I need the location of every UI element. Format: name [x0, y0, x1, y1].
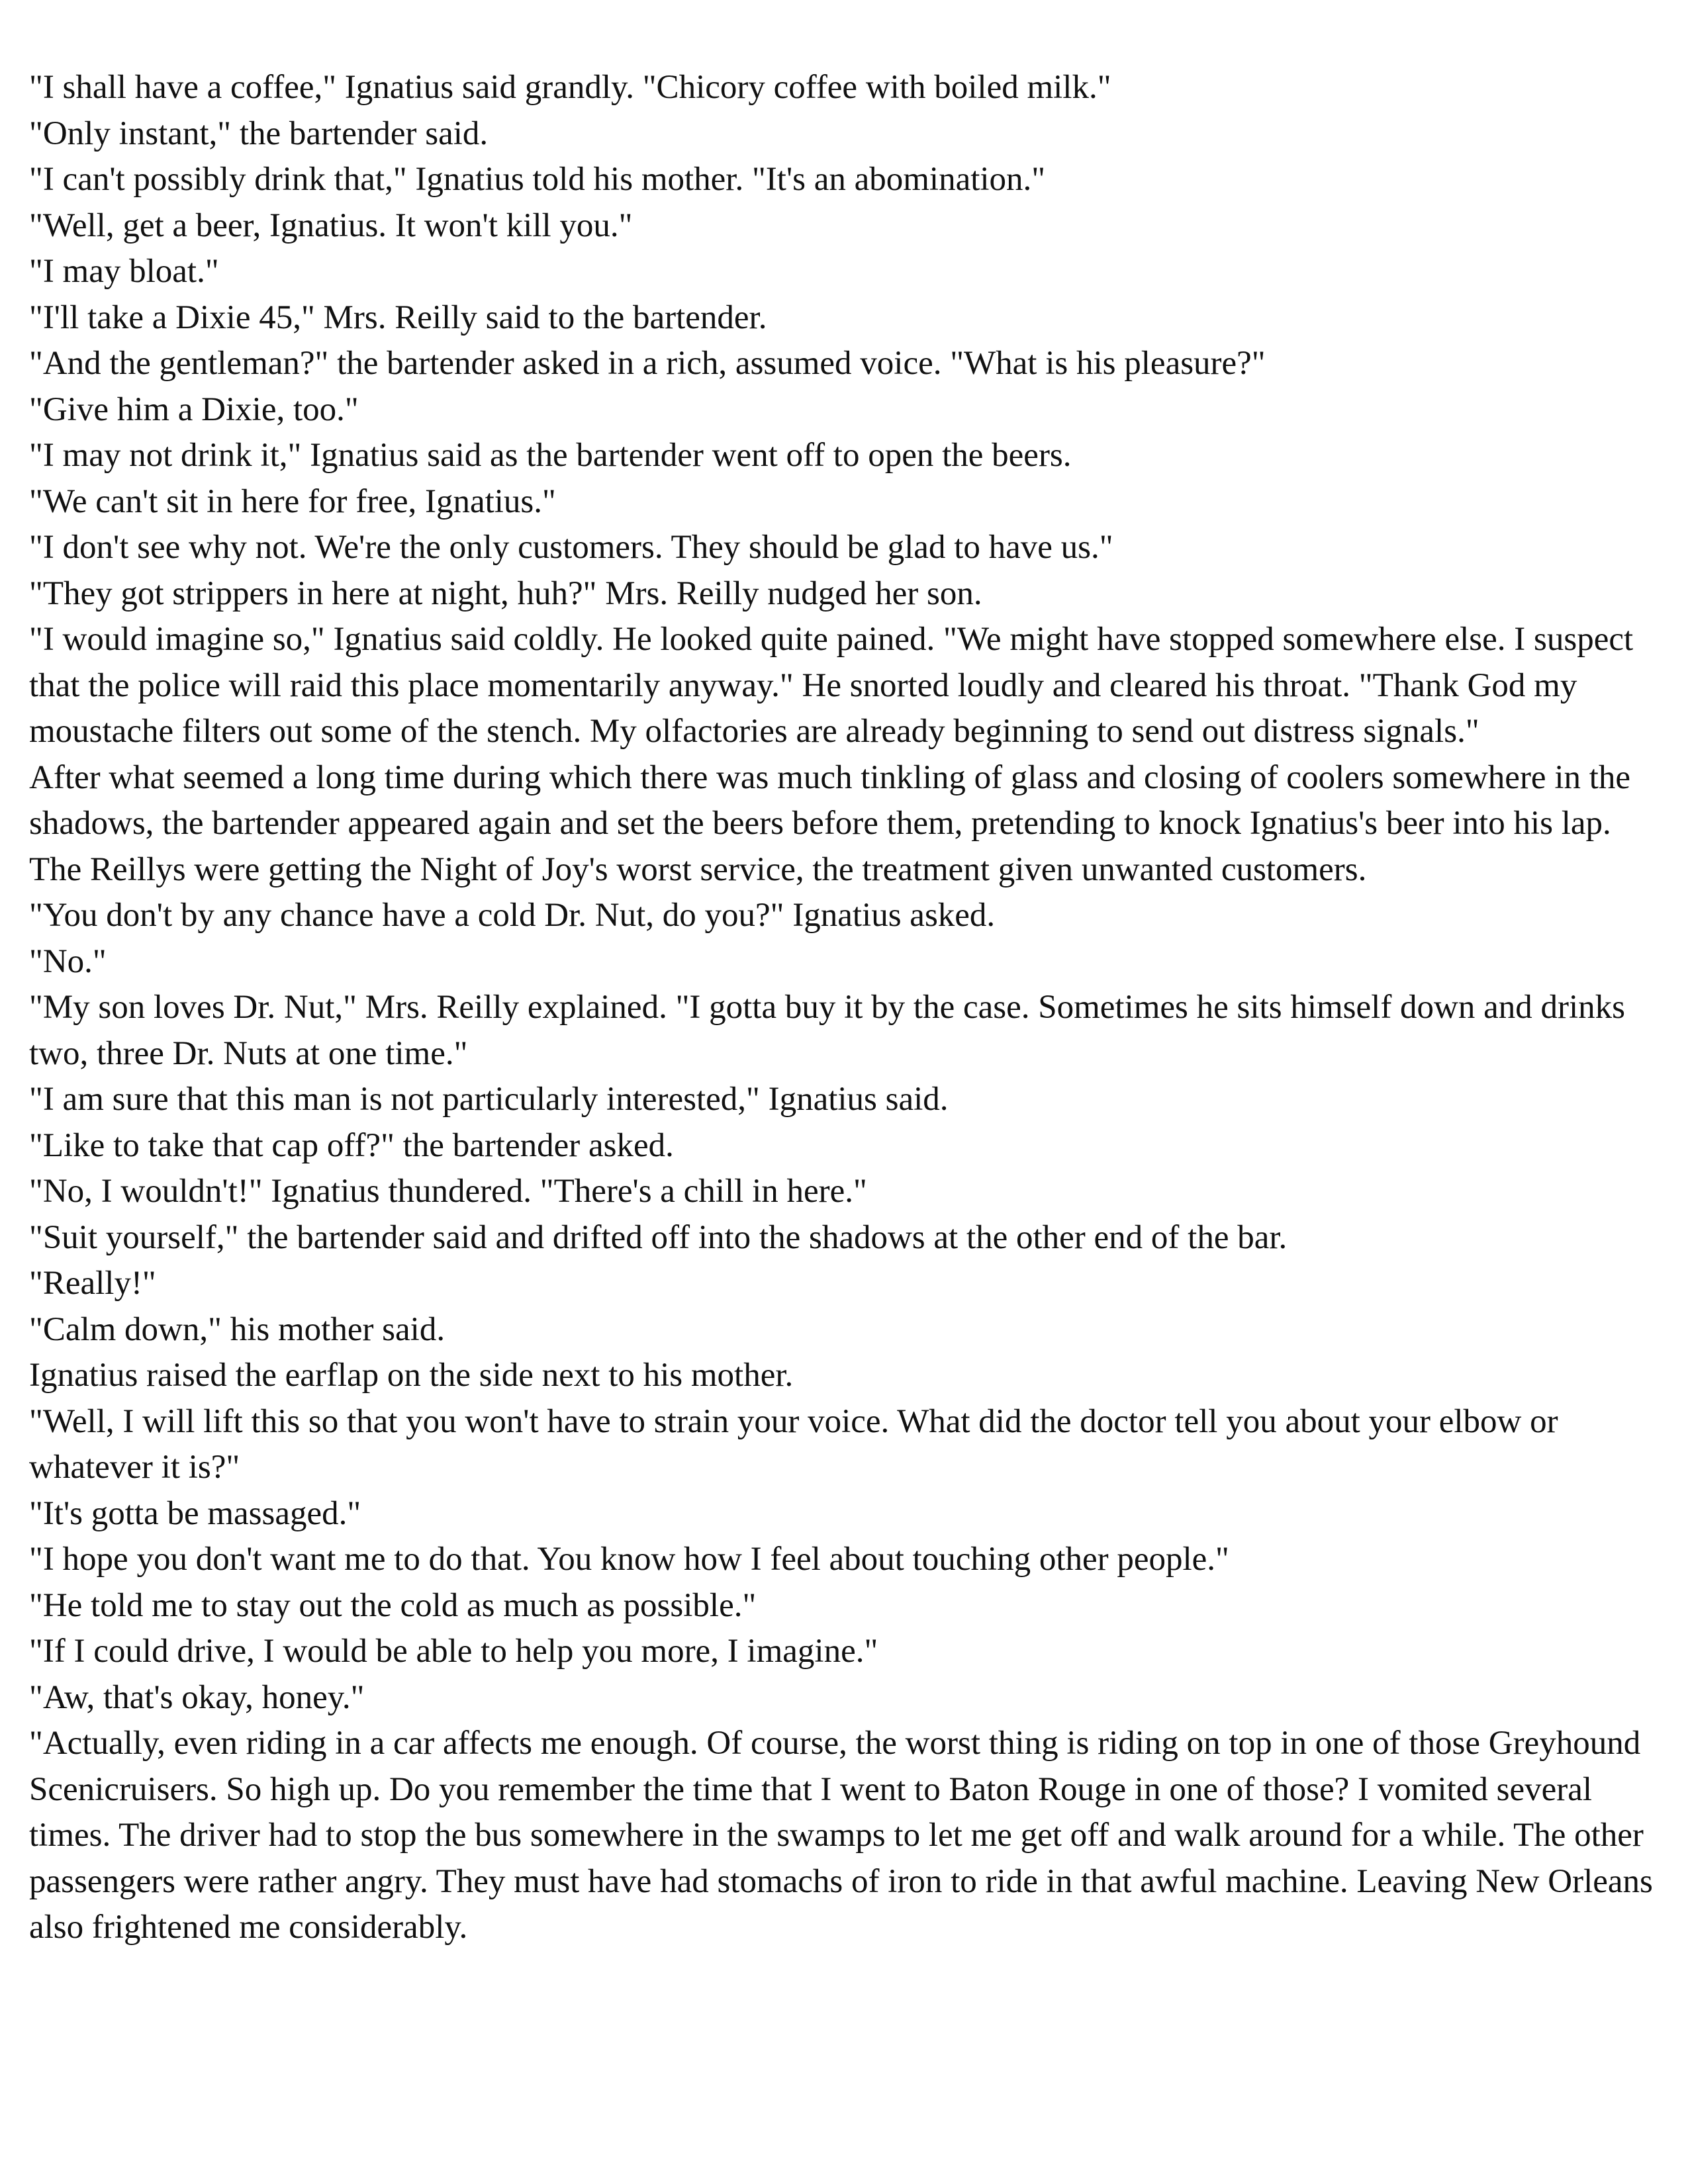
paragraph: "I would imagine so," Ignatius said coldly. He looked quite pained. "We might have stopped somewhere else. I suspect that the police will raid this place momentarily anyway." He snorted loudly and cleared his throat. "Thank God my moustache filters out some of the stench. My olfactories are already beginning to send out distress signals." [29, 621, 1634, 750]
paragraph: "I may bloat." [29, 253, 219, 290]
paragraph: "I shall have a coffee," Ignatius said grandly. "Chicory coffee with boiled milk." [29, 69, 1111, 106]
paragraph: "I can't possibly drink that," Ignatius told his mother. "It's an abomination." [29, 161, 1046, 198]
paragraph: "No." [29, 942, 107, 980]
paragraph: After what seemed a long time during which there was much tinkling of glass and closing of coolers somewhere in the shadows, the bartender appeared again and set the beers before them, pretending to knock Ignatius's beer into his lap. The Reillys were getting the Night of Joy's worst service, the treatment given unwanted customers. [29, 758, 1631, 888]
paragraph: "Only instant," the bartender said. [29, 114, 489, 152]
paragraph: "It's gotta be massaged." [29, 1494, 361, 1532]
paragraph: "Well, I will lift this so that you won't have to strain your voice. What did the doctor tell you about your elbow or whatever it is?" [29, 1402, 1558, 1486]
paragraph: Ignatius raised the earflap on the side next to his mother. [29, 1357, 794, 1394]
paragraph: "Really!" [29, 1265, 156, 1302]
paragraph: "Suit yourself," the bartender said and drifted off into the shadows at the other end of the bar. [29, 1218, 1288, 1256]
paragraph: "No, I wouldn't!" Ignatius thundered. "There's a chill in here." [29, 1173, 867, 1210]
paragraph: "I hope you don't want me to do that. You know how I feel about touching other people." [29, 1541, 1229, 1578]
paragraph: "I am sure that this man is not particularly interested," Ignatius said. [29, 1081, 949, 1118]
paragraph: "You don't by any chance have a cold Dr. Nut, do you?" Ignatius asked. [29, 897, 996, 934]
paragraph: "Like to take that cap off?" the bartender asked. [29, 1126, 674, 1164]
paragraph: "My son loves Dr. Nut," Mrs. Reilly explained. "I gotta buy it by the case. Sometimes he sits himself down and drinks two, three Dr. Nuts at one time." [29, 989, 1626, 1072]
paragraph: "And the gentleman?" the bartender asked in a rich, assumed voice. "What is his pleasure?" [29, 345, 1266, 382]
paragraph: "Actually, even riding in a car affects me enough. Of course, the worst thing is riding on top in one of those Greyhound Scenicruisers. So high up. Do you remember the time that I went to Baton Rouge in one of those? I vomited several times. The driver had to stop the bus somewhere in the swamps to let me get off and walk around for a while. The other passengers were rather angry. They must have had stomachs of iron to ride in that awful machine. Leaving New Orleans also frightened me considerably. [29, 1725, 1653, 1946]
paragraph: "Calm down," his mother said. [29, 1310, 445, 1348]
paragraph: "Aw, that's okay, honey." [29, 1678, 365, 1716]
paragraph: "We can't sit in here for free, Ignatius." [29, 482, 556, 520]
paragraph: "If I could drive, I would be able to help you more, I imagine." [29, 1633, 878, 1670]
paragraph: "I'll take a Dixie 45," Mrs. Reilly said to the bartender. [29, 298, 767, 336]
paragraph: "I don't see why not. We're the only customers. They should be glad to have us." [29, 529, 1113, 566]
paragraph: "Well, get a beer, Ignatius. It won't kill you." [29, 206, 633, 244]
paragraph: "Give him a Dixie, too." [29, 390, 359, 428]
document-page [29, 65, 1658, 1951]
paragraph: "I may not drink it," Ignatius said as the bartender went off to open the beers. [29, 437, 1072, 474]
paragraph: "He told me to stay out the cold as much as possible." [29, 1586, 757, 1624]
paragraph: "They got strippers in here at night, huh?" Mrs. Reilly nudged her son. [29, 574, 982, 612]
